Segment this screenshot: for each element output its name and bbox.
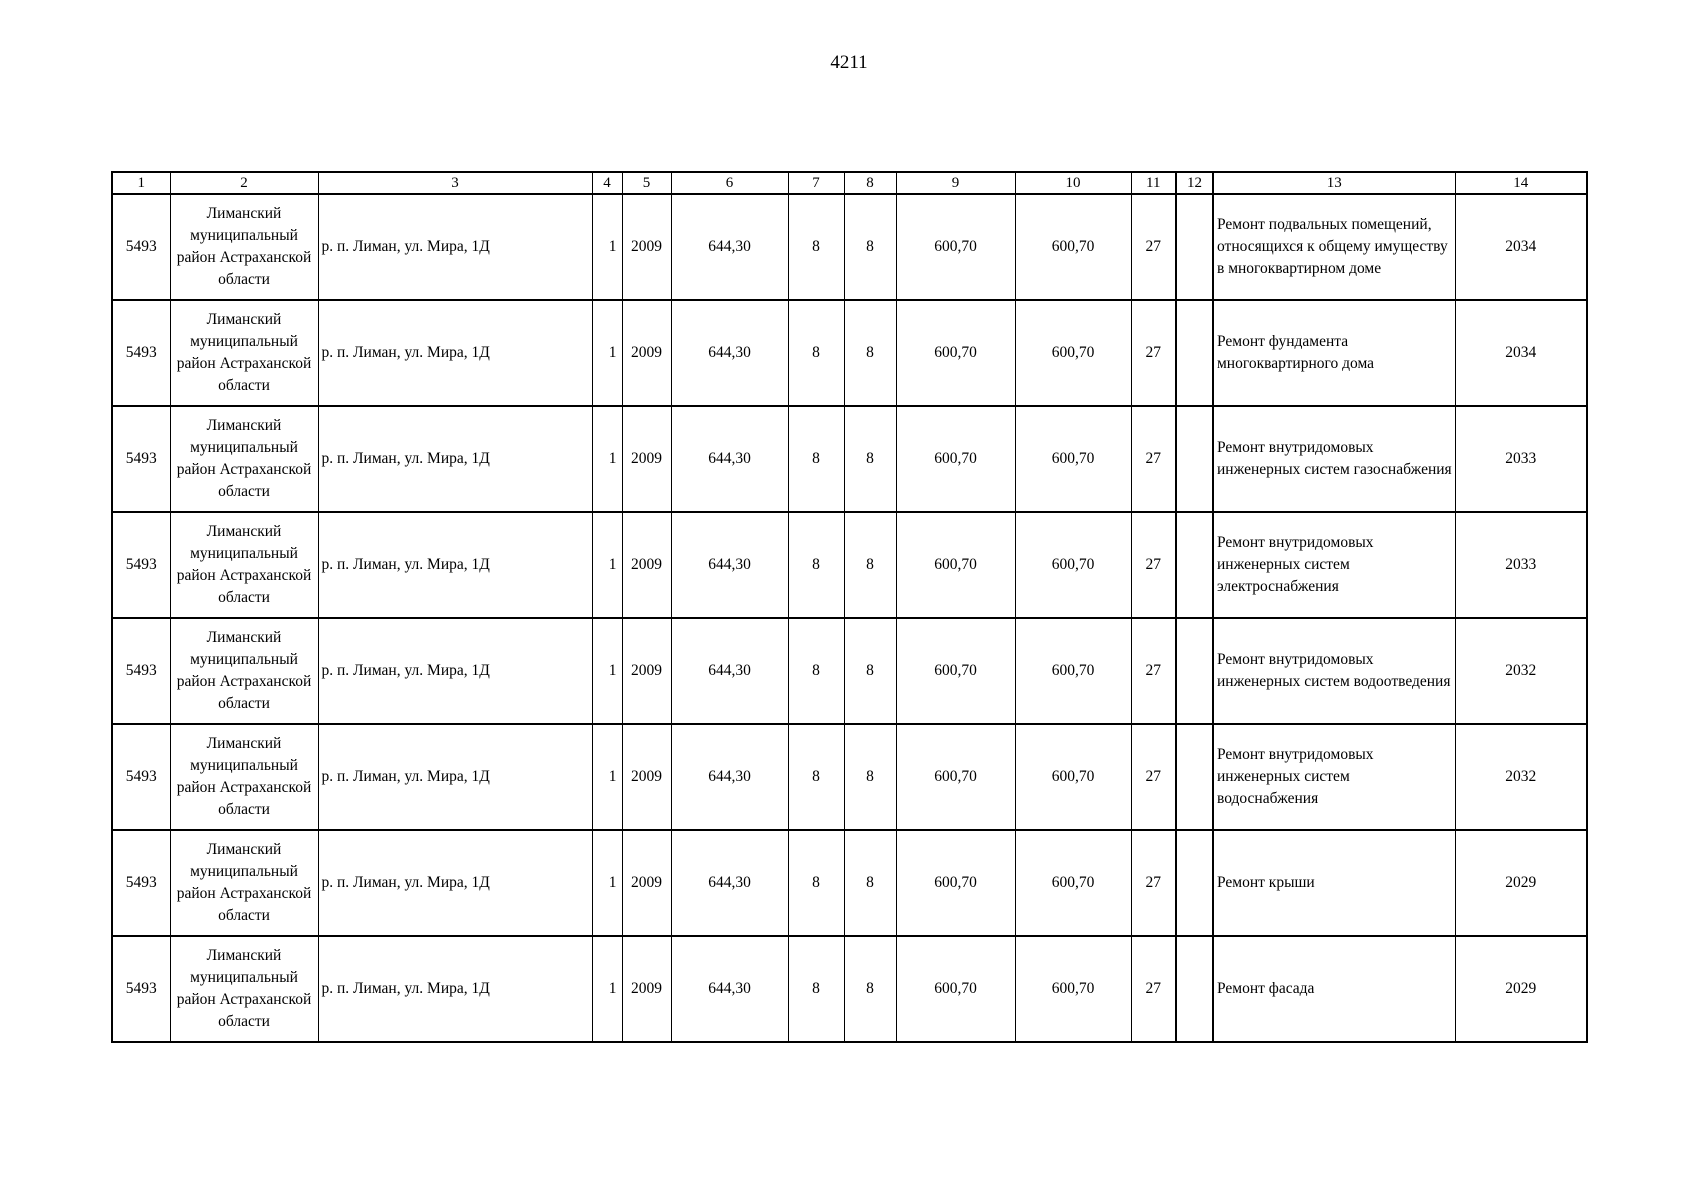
- district-cell: Лиманский муниципальный район Астраханской области: [170, 406, 318, 512]
- work-type-cell: Ремонт фундамента многоквартирного дома: [1213, 300, 1455, 406]
- total-area-cell: 644,30: [671, 830, 788, 936]
- column-header: 14: [1455, 172, 1587, 194]
- work-type-cell: Ремонт крыши: [1213, 830, 1455, 936]
- table-row: [112, 406, 1587, 512]
- col11-cell: 27: [1131, 936, 1176, 1042]
- total-area-cell: 644,30: [671, 512, 788, 618]
- col8-cell: 8: [844, 618, 896, 724]
- district-cell: Лиманский муниципальный район Астраханской области: [170, 194, 318, 300]
- work-type-cell: Ремонт подвальных помещений, относящихся к общему имуществу в многоквартирном доме: [1213, 194, 1455, 300]
- plan-year-cell: 2032: [1455, 618, 1587, 724]
- col8-cell: 8: [844, 406, 896, 512]
- column-header: 9: [896, 172, 1015, 194]
- table-row: [112, 512, 1587, 618]
- column-header: 13: [1213, 172, 1455, 194]
- column-header: 6: [671, 172, 788, 194]
- district-cell: Лиманский муниципальный район Астраханской области: [170, 300, 318, 406]
- area-cell: 600,70: [896, 830, 1015, 936]
- col7-cell: 8: [788, 936, 844, 1042]
- house-id-cell: 5493: [112, 936, 170, 1042]
- work-type-cell: Ремонт внутридомовых инженерных систем водоотведения: [1213, 618, 1455, 724]
- house-id-cell: 5493: [112, 194, 170, 300]
- total-area-cell: 644,30: [671, 300, 788, 406]
- plan-year-cell: 2033: [1455, 512, 1587, 618]
- column-header: 10: [1015, 172, 1131, 194]
- area-cell: 600,70: [896, 936, 1015, 1042]
- total-area-cell: 644,30: [671, 406, 788, 512]
- house-id-cell: 5493: [112, 406, 170, 512]
- page-number: 4211: [830, 52, 868, 73]
- col12-cell: [1176, 724, 1213, 830]
- district-cell: Лиманский муниципальный район Астраханской области: [170, 512, 318, 618]
- table-row: [112, 618, 1587, 724]
- column-header: 2: [170, 172, 318, 194]
- area-cell: 600,70: [896, 724, 1015, 830]
- year-cell: 2009: [622, 300, 671, 406]
- column-header: 8: [844, 172, 896, 194]
- area-cell: 600,70: [1015, 936, 1131, 1042]
- column-header: 1: [112, 172, 170, 194]
- table-row: [112, 194, 1587, 300]
- col4-cell: 1: [592, 406, 622, 512]
- address-cell: р. п. Лиман, ул. Мира, 1Д: [318, 300, 592, 406]
- repair-schedule-table: [111, 171, 1588, 1043]
- area-cell: 600,70: [896, 194, 1015, 300]
- col4-cell: 1: [592, 724, 622, 830]
- house-id-cell: 5493: [112, 618, 170, 724]
- column-header: 12: [1176, 172, 1213, 194]
- col4-cell: 1: [592, 300, 622, 406]
- column-header: 4: [592, 172, 622, 194]
- district-cell: Лиманский муниципальный район Астраханской области: [170, 724, 318, 830]
- col8-cell: 8: [844, 936, 896, 1042]
- house-id-cell: 5493: [112, 512, 170, 618]
- table-body: [112, 194, 1587, 1042]
- col7-cell: 8: [788, 406, 844, 512]
- col12-cell: [1176, 406, 1213, 512]
- column-header: 3: [318, 172, 592, 194]
- total-area-cell: 644,30: [671, 724, 788, 830]
- col12-cell: [1176, 512, 1213, 618]
- plan-year-cell: 2033: [1455, 406, 1587, 512]
- area-cell: 600,70: [1015, 618, 1131, 724]
- col8-cell: 8: [844, 300, 896, 406]
- col7-cell: 8: [788, 618, 844, 724]
- col11-cell: 27: [1131, 300, 1176, 406]
- plan-year-cell: 2029: [1455, 936, 1587, 1042]
- plan-year-cell: 2034: [1455, 194, 1587, 300]
- col11-cell: 27: [1131, 724, 1176, 830]
- col11-cell: 27: [1131, 406, 1176, 512]
- col12-cell: [1176, 830, 1213, 936]
- area-cell: 600,70: [1015, 194, 1131, 300]
- total-area-cell: 644,30: [671, 194, 788, 300]
- work-type-cell: Ремонт внутридомовых инженерных систем водоснабжения: [1213, 724, 1455, 830]
- col7-cell: 8: [788, 300, 844, 406]
- plan-year-cell: 2032: [1455, 724, 1587, 830]
- column-header: 5: [622, 172, 671, 194]
- year-cell: 2009: [622, 830, 671, 936]
- work-type-cell: Ремонт внутридомовых инженерных систем газоснабжения: [1213, 406, 1455, 512]
- house-id-cell: 5493: [112, 830, 170, 936]
- col4-cell: 1: [592, 618, 622, 724]
- col12-cell: [1176, 194, 1213, 300]
- area-cell: 600,70: [896, 406, 1015, 512]
- col7-cell: 8: [788, 724, 844, 830]
- area-cell: 600,70: [1015, 512, 1131, 618]
- col12-cell: [1176, 618, 1213, 724]
- house-id-cell: 5493: [112, 300, 170, 406]
- col11-cell: 27: [1131, 512, 1176, 618]
- district-cell: Лиманский муниципальный район Астраханской области: [170, 618, 318, 724]
- address-cell: р. п. Лиман, ул. Мира, 1Д: [318, 936, 592, 1042]
- column-number-row: [112, 172, 1587, 194]
- col4-cell: 1: [592, 830, 622, 936]
- year-cell: 2009: [622, 406, 671, 512]
- col12-cell: [1176, 936, 1213, 1042]
- district-cell: Лиманский муниципальный район Астраханской области: [170, 936, 318, 1042]
- area-cell: 600,70: [1015, 724, 1131, 830]
- col7-cell: 8: [788, 194, 844, 300]
- house-id-cell: 5493: [112, 724, 170, 830]
- address-cell: р. п. Лиман, ул. Мира, 1Д: [318, 830, 592, 936]
- year-cell: 2009: [622, 194, 671, 300]
- area-cell: 600,70: [1015, 830, 1131, 936]
- col8-cell: 8: [844, 830, 896, 936]
- area-cell: 600,70: [896, 618, 1015, 724]
- area-cell: 600,70: [1015, 406, 1131, 512]
- column-header: 11: [1131, 172, 1176, 194]
- col4-cell: 1: [592, 194, 622, 300]
- total-area-cell: 644,30: [671, 618, 788, 724]
- year-cell: 2009: [622, 936, 671, 1042]
- col7-cell: 8: [788, 830, 844, 936]
- address-cell: р. п. Лиман, ул. Мира, 1Д: [318, 512, 592, 618]
- col12-cell: [1176, 300, 1213, 406]
- year-cell: 2009: [622, 618, 671, 724]
- address-cell: р. п. Лиман, ул. Мира, 1Д: [318, 194, 592, 300]
- year-cell: 2009: [622, 724, 671, 830]
- work-type-cell: Ремонт фасада: [1213, 936, 1455, 1042]
- area-cell: 600,70: [896, 512, 1015, 618]
- col8-cell: 8: [844, 724, 896, 830]
- col11-cell: 27: [1131, 618, 1176, 724]
- table-row: [112, 300, 1587, 406]
- plan-year-cell: 2034: [1455, 300, 1587, 406]
- address-cell: р. п. Лиман, ул. Мира, 1Д: [318, 724, 592, 830]
- col4-cell: 1: [592, 512, 622, 618]
- col4-cell: 1: [592, 936, 622, 1042]
- area-cell: 600,70: [1015, 300, 1131, 406]
- col11-cell: 27: [1131, 830, 1176, 936]
- table-row: [112, 936, 1587, 1042]
- col11-cell: 27: [1131, 194, 1176, 300]
- district-cell: Лиманский муниципальный район Астраханской области: [170, 830, 318, 936]
- work-type-cell: Ремонт внутридомовых инженерных систем электроснабжения: [1213, 512, 1455, 618]
- plan-year-cell: 2029: [1455, 830, 1587, 936]
- table-row: [112, 830, 1587, 936]
- col8-cell: 8: [844, 512, 896, 618]
- table-row: [112, 724, 1587, 830]
- address-cell: р. п. Лиман, ул. Мира, 1Д: [318, 406, 592, 512]
- col7-cell: 8: [788, 512, 844, 618]
- address-cell: р. п. Лиман, ул. Мира, 1Д: [318, 618, 592, 724]
- area-cell: 600,70: [896, 300, 1015, 406]
- year-cell: 2009: [622, 512, 671, 618]
- col8-cell: 8: [844, 194, 896, 300]
- column-header: 7: [788, 172, 844, 194]
- total-area-cell: 644,30: [671, 936, 788, 1042]
